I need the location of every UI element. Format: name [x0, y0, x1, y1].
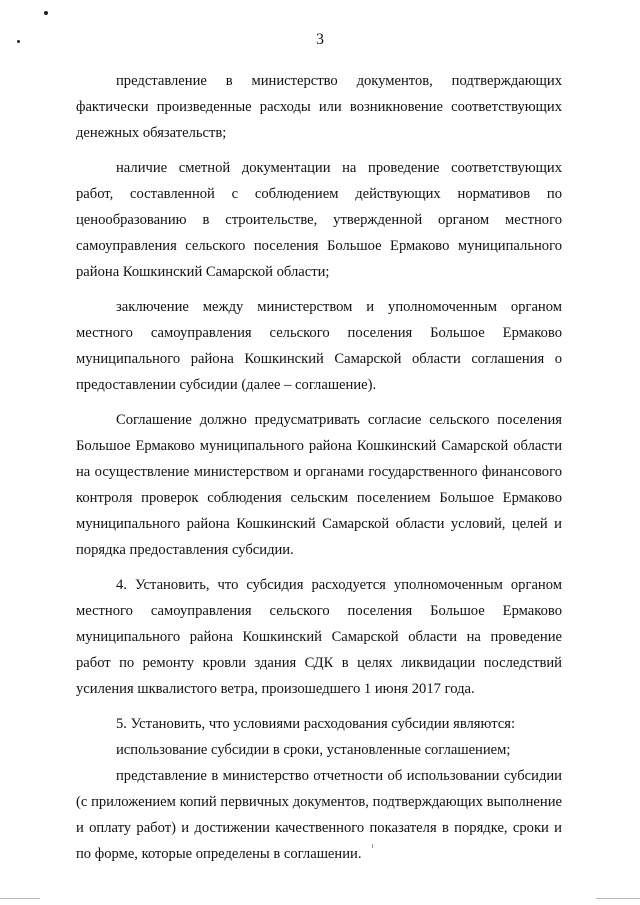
scan-dot-mark	[44, 11, 48, 15]
paragraph-item-4: 4. Установить, что субсидия расходуется уполномоченным органом местного самоуправления сельского поселения Большое Ермаково муниципального района Кошкинский Самарской области на проведение работ по ремонту кровли здания СДК в целях ликвидации последствий усиления шквалистого ветра, произошедшего 1 июня 2017 года.	[76, 577, 562, 697]
paragraph-agreement-consent: Соглашение должно предусматривать согласие сельского поселения Большое Ермаково муниципального района Кошкинский Самарской области на осуществление министерством и органами государственного финансового контроля проверок соблюдения сельским поселением Большое Ермаково муниципального района Кошкинский Самарской области условий, целей и порядка предоставления субсидии.	[76, 412, 562, 558]
scan-edge-line	[0, 898, 40, 899]
paragraph-usage-terms: использование субсидии в сроки, установленные соглашением;	[116, 742, 511, 758]
paragraph-item-5: 5. Установить, что условиями расходования субсидии являются:	[116, 716, 516, 732]
document-body	[76, 68, 562, 876]
scan-speck-mark	[372, 844, 373, 848]
paragraph-estimate-documentation: наличие сметной документации на проведение соответствующих работ, составленной с соблюдением действующих нормативов по ценообразованию в строительстве, утвержденной органом местного самоуправления сельского поселения Большое Ермаково муниципального района Кошкинский Самарской области;	[76, 160, 562, 280]
scan-edge-line	[596, 898, 640, 899]
paragraph-agreement-conclusion: заключение между министерством и уполномоченным органом местного самоуправления сельского поселения Большое Ермаково муниципального района Кошкинский Самарской области соглашения о предоставлении субсидии (далее – соглашение).	[76, 299, 562, 393]
paragraph-report-submission: представление в министерство документов, подтверждающих фактически произведенные расходы или возникновение соответствующих денежных обязательств;	[76, 73, 562, 141]
page-number: 3	[316, 31, 324, 48]
paragraph-reporting: представление в министерство отчетности об использовании субсидии (с приложением копий первичных документов, подтверждающих выполнение и оплату работ) и достижении качественного показателя в порядке, сроки и по форме, которые определены в соглашении.	[76, 768, 562, 862]
